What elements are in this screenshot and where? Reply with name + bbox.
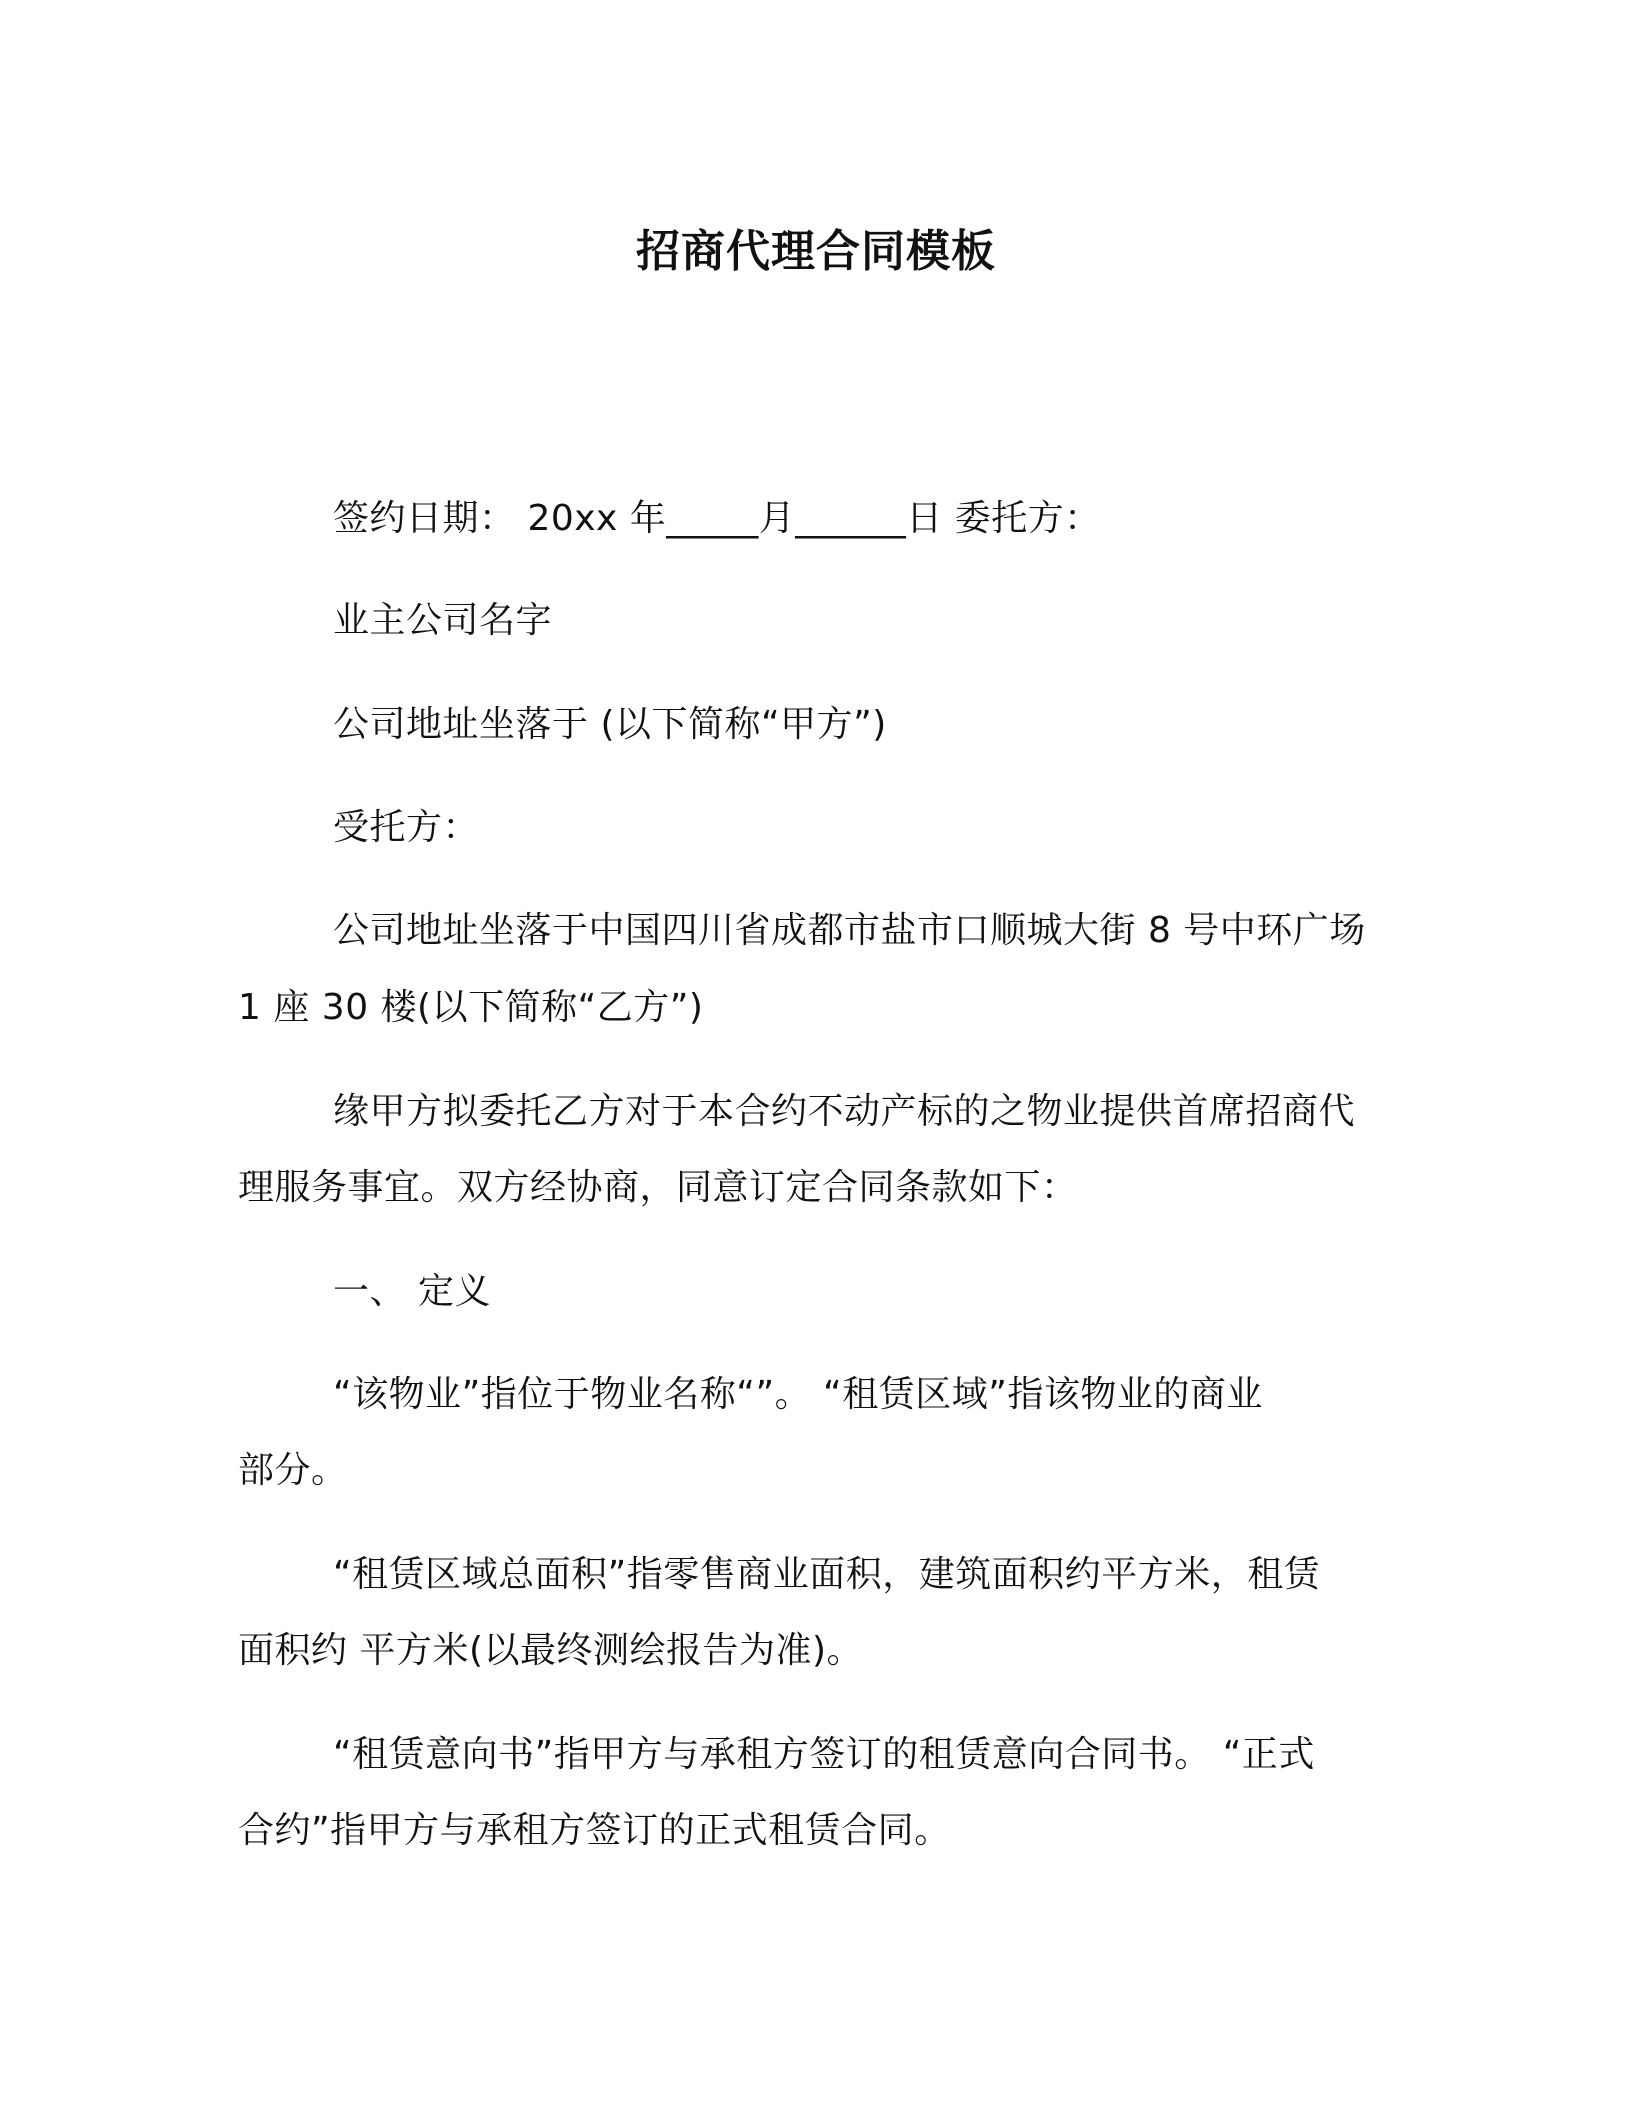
- owner-company-name: 业主公司名字: [333, 600, 553, 641]
- trustee-label: 受托方：: [333, 807, 480, 848]
- section-heading-definitions: 一、 定义: [333, 1271, 491, 1312]
- preamble-line-1: 缘甲方拟委托乙方对于本合约不动产标的之物业提供首席招商代: [333, 1091, 1356, 1132]
- definition-property-line-2: 部分。: [238, 1450, 348, 1491]
- party-a-address: 公司地址坐落于 (以下简称“甲方”): [333, 704, 887, 745]
- preamble-line-2: 理服务事宜。双方经协商，同意订定合同条款如下：: [238, 1167, 1078, 1208]
- definition-area-line-2: 面积约 平方米(以最终测绘报告为准)。: [238, 1630, 864, 1671]
- document-title: 招商代理合同模板: [636, 226, 996, 277]
- definition-loi-line-1: “租赁意向书”指甲方与承租方签订的租赁意向合同书。 “正式: [333, 1734, 1315, 1775]
- party-b-address-line-2: 1 座 30 楼(以下简称“乙方”): [238, 987, 704, 1028]
- signing-date-line: 签约日期： 20xx 年_____月______日 委托方：: [333, 498, 1101, 539]
- definition-area-line-1: “租赁区域总面积”指零售商业面积，建筑面积约平方米，租赁: [333, 1554, 1321, 1595]
- definition-property-line-1: “该物业”指位于物业名称“”。 “租赁区域”指该物业的商业: [333, 1374, 1263, 1415]
- party-b-address-line-1: 公司地址坐落于中国四川省成都市盐市口顺城大街 8 号中环广场: [333, 910, 1366, 951]
- definition-loi-line-2: 合约”指甲方与承租方签订的正式租赁合同。: [238, 1810, 951, 1851]
